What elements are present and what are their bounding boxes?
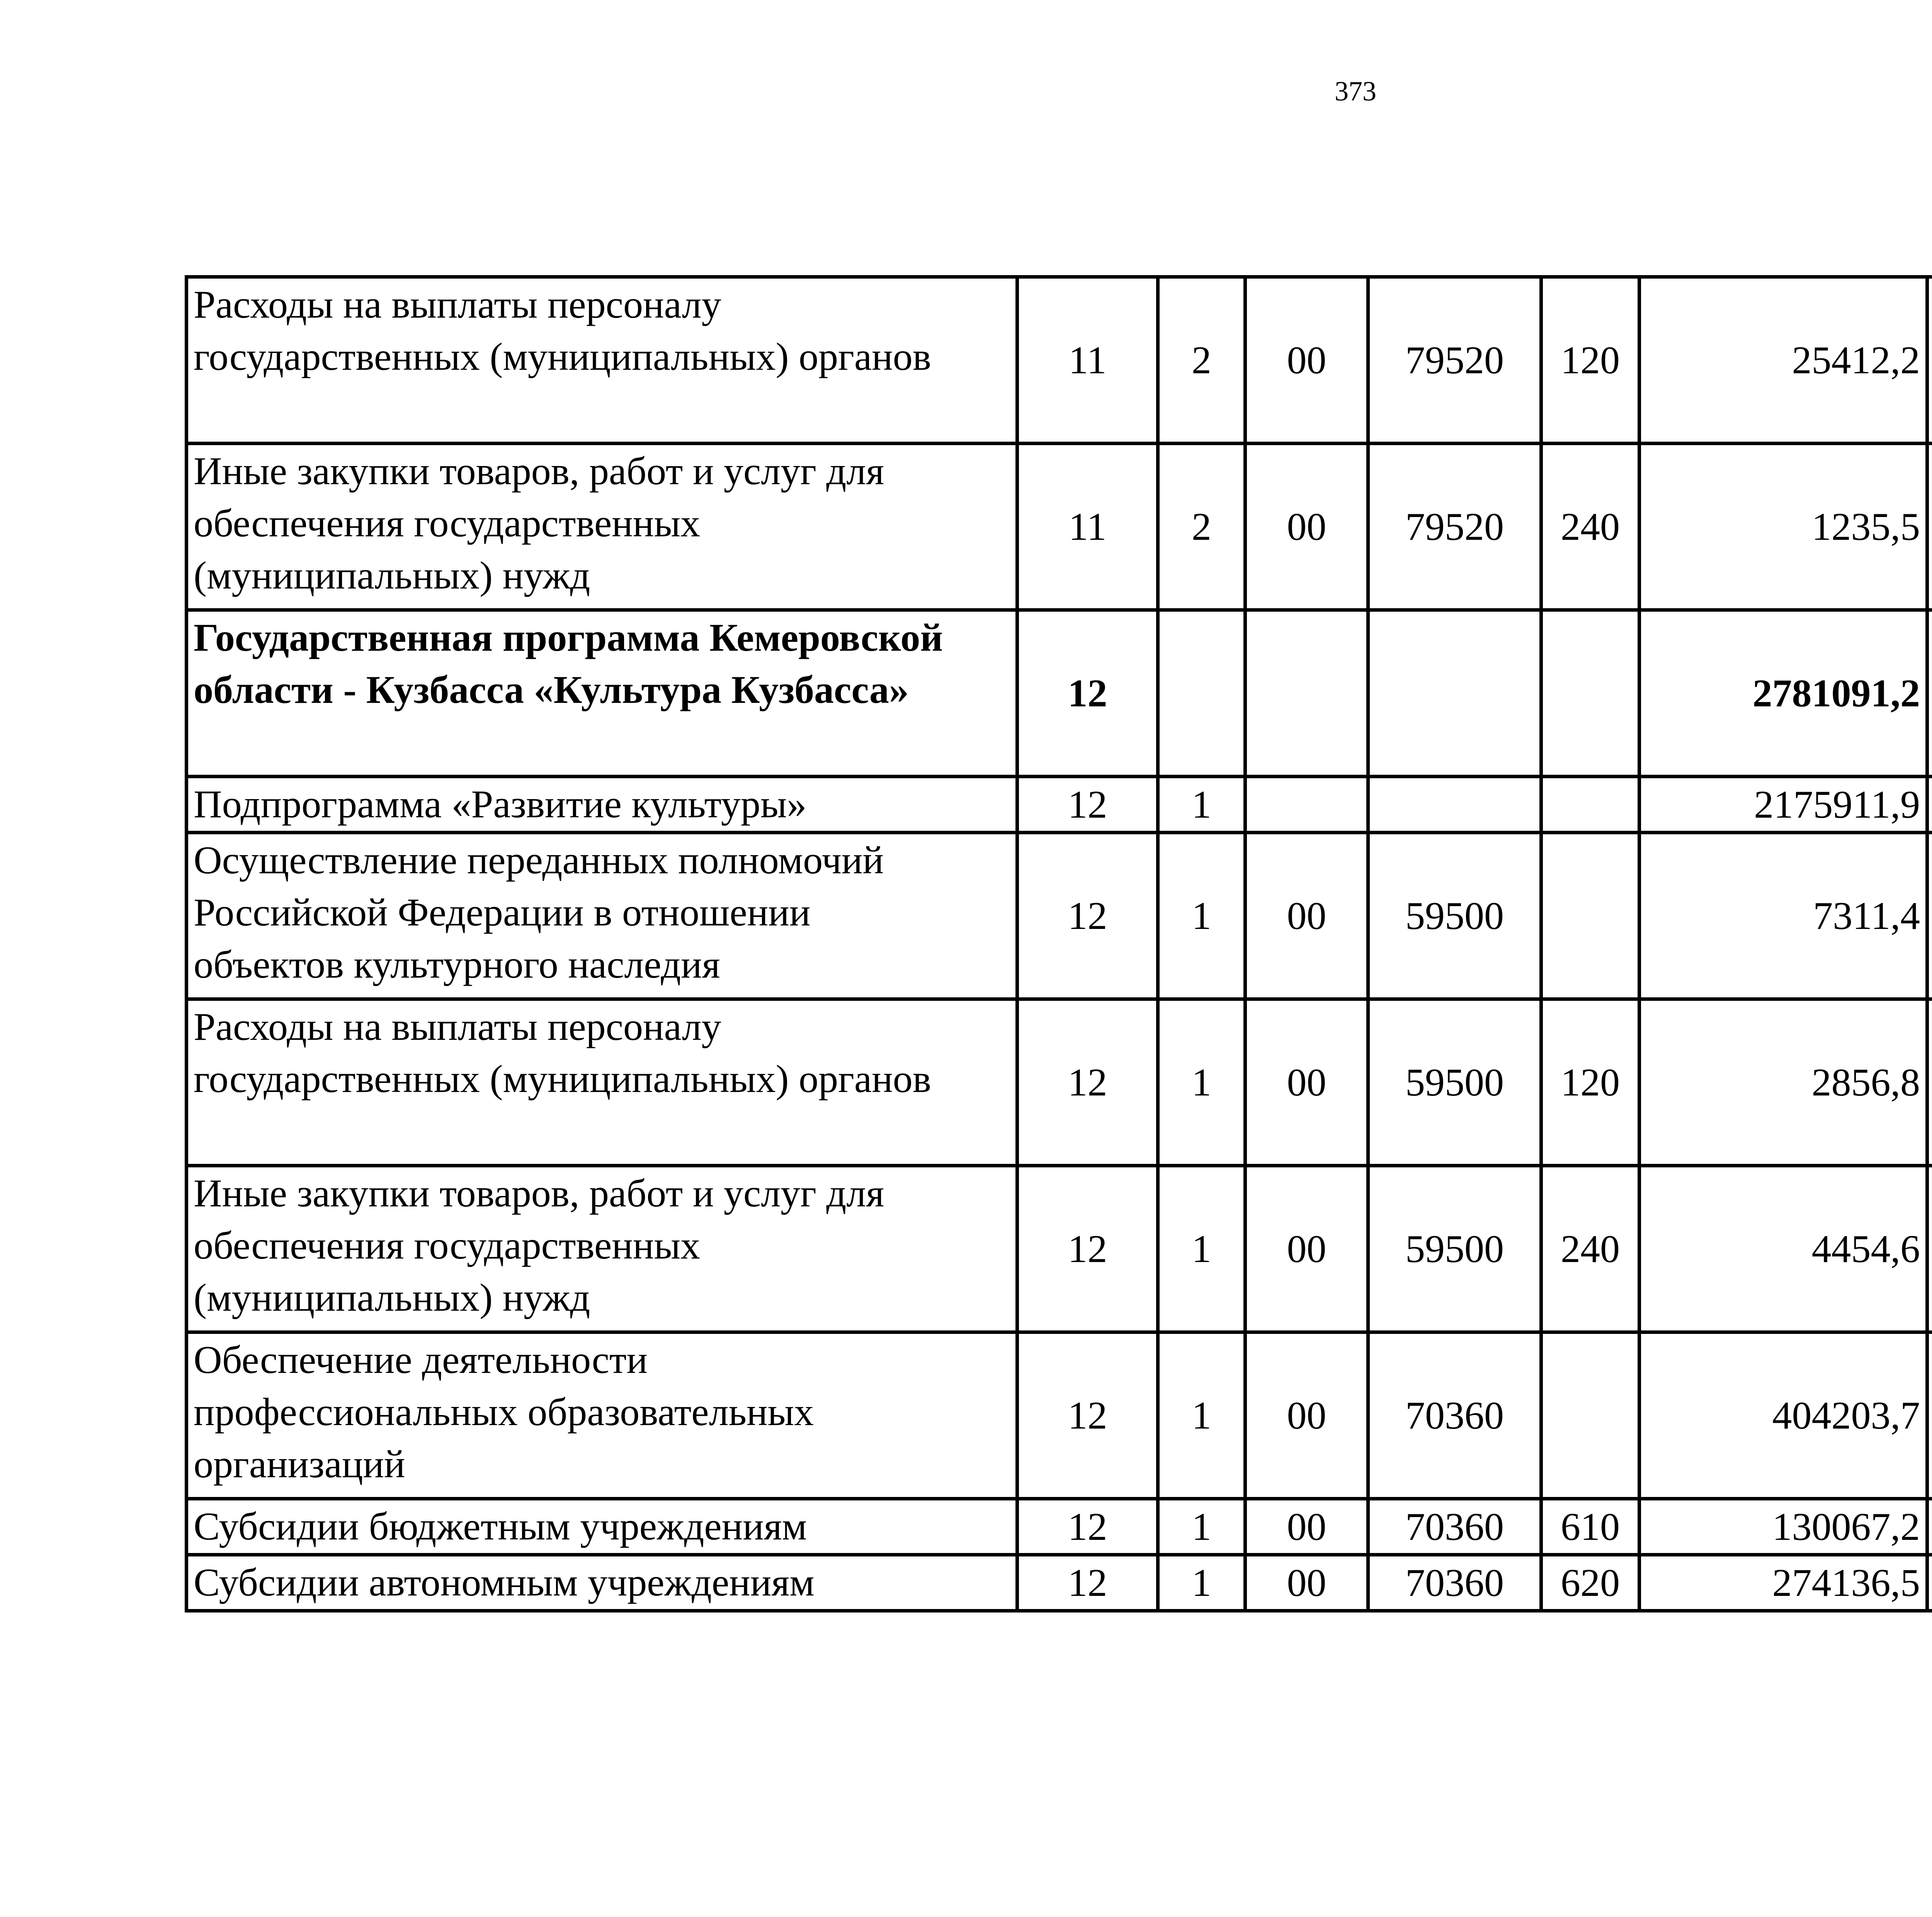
table-row — [187, 444, 1932, 610]
row-description: Расходы на выплаты персоналу государственных (муниципальных) органов — [187, 999, 1017, 1166]
cell-code-5 — [1541, 1332, 1639, 1499]
table-row — [187, 999, 1932, 1166]
cell-code-4: 79520 — [1368, 277, 1541, 444]
budget-table — [185, 275, 1932, 1613]
table-row — [187, 1332, 1932, 1499]
row-description: Иные закупки товаров, работ и услуг для обеспечения государственных (муниципальных) нужд — [187, 1166, 1017, 1332]
cell-code-1: 11 — [1017, 277, 1158, 444]
cell-code-4: 79520 — [1368, 444, 1541, 610]
cell-code-5 — [1541, 777, 1639, 833]
cell-amount-2 — [1927, 444, 1932, 610]
cell-code-5 — [1541, 833, 1639, 999]
table-row — [187, 277, 1932, 444]
cell-code-4 — [1368, 777, 1541, 833]
cell-code-2: 2 — [1158, 444, 1245, 610]
cell-amount-2 — [1927, 833, 1932, 999]
cell-amount-1: 2856,8 — [1639, 999, 1927, 1166]
cell-code-2: 1 — [1158, 833, 1245, 999]
cell-amount-1: 1235,5 — [1639, 444, 1927, 610]
cell-code-1: 12 — [1017, 1166, 1158, 1332]
cell-code-4: 70360 — [1368, 1499, 1541, 1555]
cell-code-4: 59500 — [1368, 999, 1541, 1166]
row-description: Расходы на выплаты персоналу государственных (муниципальных) органов — [187, 277, 1017, 444]
cell-code-2: 1 — [1158, 1499, 1245, 1555]
cell-code-3 — [1245, 777, 1368, 833]
cell-code-3 — [1245, 610, 1368, 777]
cell-code-3: 00 — [1245, 444, 1368, 610]
cell-code-1: 12 — [1017, 610, 1158, 777]
cell-amount-1: 404203,7 — [1639, 1332, 1927, 1499]
cell-code-1: 12 — [1017, 1555, 1158, 1611]
cell-amount-2 — [1927, 610, 1932, 777]
cell-code-5: 240 — [1541, 444, 1639, 610]
cell-code-2: 1 — [1158, 1555, 1245, 1611]
row-description: Осуществление переданных полномочий Российской Федерации в отношении объектов культурного наследия — [187, 833, 1017, 999]
cell-code-2: 1 — [1158, 1166, 1245, 1332]
cell-code-5: 620 — [1541, 1555, 1639, 1611]
row-description: Подпрограмма «Развитие культуры» — [187, 777, 1017, 833]
cell-amount-1: 2781091,2 — [1639, 610, 1927, 777]
cell-code-5: 240 — [1541, 1166, 1639, 1332]
cell-code-5: 120 — [1541, 277, 1639, 444]
cell-amount-2 — [1927, 277, 1932, 444]
cell-code-2: 2 — [1158, 277, 1245, 444]
cell-amount-2 — [1927, 777, 1932, 833]
cell-amount-1: 130067,2 — [1639, 1499, 1927, 1555]
cell-amount-2 — [1927, 999, 1932, 1166]
cell-amount-2 — [1927, 1332, 1932, 1499]
row-description: Иные закупки товаров, работ и услуг для обеспечения государственных (муниципальных) нужд — [187, 444, 1017, 610]
cell-code-4: 59500 — [1368, 833, 1541, 999]
table-row — [187, 777, 1932, 833]
row-description: Субсидии автономным учреждениям — [187, 1555, 1017, 1611]
cell-code-3: 00 — [1245, 1166, 1368, 1332]
cell-code-3: 00 — [1245, 999, 1368, 1166]
cell-code-2 — [1158, 610, 1245, 777]
cell-code-3: 00 — [1245, 1555, 1368, 1611]
page-number: 373 — [1335, 76, 1376, 107]
cell-code-1: 12 — [1017, 999, 1158, 1166]
cell-code-3: 00 — [1245, 277, 1368, 444]
cell-code-1: 12 — [1017, 777, 1158, 833]
cell-code-3: 00 — [1245, 833, 1368, 999]
cell-code-1: 11 — [1017, 444, 1158, 610]
cell-code-2: 1 — [1158, 999, 1245, 1166]
table-row — [187, 1166, 1932, 1332]
cell-code-1: 12 — [1017, 1332, 1158, 1499]
cell-code-3: 00 — [1245, 1332, 1368, 1499]
cell-code-4: 59500 — [1368, 1166, 1541, 1332]
table-row — [187, 1499, 1932, 1555]
cell-code-5 — [1541, 610, 1639, 777]
cell-code-5: 610 — [1541, 1499, 1639, 1555]
cell-amount-1: 25412,2 — [1639, 277, 1927, 444]
cell-amount-2 — [1927, 1166, 1932, 1332]
cell-code-4 — [1368, 610, 1541, 777]
cell-amount-1: 7311,4 — [1639, 833, 1927, 999]
row-description: Государственная программа Кемеровской области - Кузбасса «Культура Кузбасса» — [187, 610, 1017, 777]
cell-amount-2 — [1927, 1499, 1932, 1555]
cell-code-2: 1 — [1158, 777, 1245, 833]
cell-amount-2 — [1927, 1555, 1932, 1611]
cell-code-3: 00 — [1245, 1499, 1368, 1555]
cell-amount-1: 274136,5 — [1639, 1555, 1927, 1611]
cell-amount-1: 2175911,9 — [1639, 777, 1927, 833]
table-row — [187, 1555, 1932, 1611]
row-description: Обеспечение деятельности профессиональных образовательных организаций — [187, 1332, 1017, 1499]
cell-code-4: 70360 — [1368, 1332, 1541, 1499]
table-row — [187, 833, 1932, 999]
cell-code-1: 12 — [1017, 833, 1158, 999]
row-description: Субсидии бюджетным учреждениям — [187, 1499, 1017, 1555]
cell-code-2: 1 — [1158, 1332, 1245, 1499]
table-row-program-total — [187, 610, 1932, 777]
cell-code-1: 12 — [1017, 1499, 1158, 1555]
cell-code-4: 70360 — [1368, 1555, 1541, 1611]
cell-code-5: 120 — [1541, 999, 1639, 1166]
cell-amount-1: 4454,6 — [1639, 1166, 1927, 1332]
